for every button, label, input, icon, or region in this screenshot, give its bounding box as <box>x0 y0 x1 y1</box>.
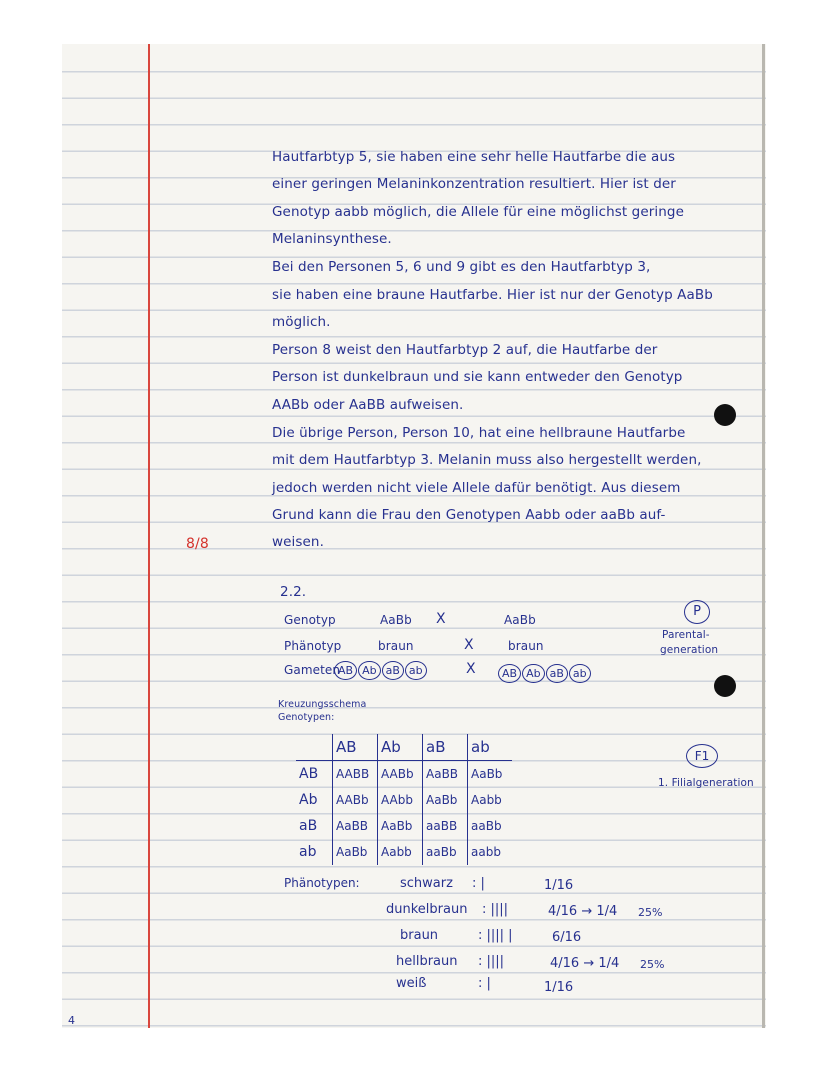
cross-symbol: X <box>466 661 476 677</box>
text-line: Person ist dunkelbraun und sie kann entweder den Genotyp <box>272 369 683 385</box>
margin-line <box>148 44 150 1028</box>
punnett-cell: aaBb <box>423 839 468 865</box>
cross-symbol: X <box>436 611 446 627</box>
filial-marker: F1 <box>686 744 718 768</box>
filial-label: 1. Filialgeneration <box>658 777 754 789</box>
punnett-cell: AAbb <box>378 787 423 813</box>
punnett-row <box>296 813 512 839</box>
punnett-row <box>296 839 512 865</box>
text-line: mit dem Hautfarbtyp 3. Melanin muss also hergestellt werden, <box>272 452 702 468</box>
genotypes-label: Genotypen: <box>278 712 335 723</box>
punnett-col-head: ab <box>468 734 513 761</box>
punnett-row-head: ab <box>299 844 317 860</box>
grade-mark: 8/8 <box>186 536 209 552</box>
phenotype-ratio: 1/16 <box>544 980 574 995</box>
gamete: ab <box>405 661 427 680</box>
punnett-cell: aabb <box>468 839 513 865</box>
cross-symbol: X <box>464 637 474 653</box>
punnett-cell: aaBB <box>423 813 468 839</box>
genotype-label: Genotyp <box>284 613 336 627</box>
text-line: weisen. <box>272 534 324 550</box>
text-line: Genotyp aabb möglich, die Allele für eine möglichst geringe <box>272 204 684 220</box>
punnett-cell: Aabb <box>378 839 423 865</box>
phenotype-percent: 25% <box>640 958 665 971</box>
phenotype-tally: : |||| | <box>478 928 513 943</box>
gametes-label: Gameten <box>284 663 341 677</box>
gamete: Ab <box>522 664 545 683</box>
punnett-row-head: aB <box>299 818 318 834</box>
phenotype-name: schwarz <box>400 876 453 891</box>
gametes-right <box>498 662 592 683</box>
punnett-col-head: Ab <box>378 734 423 761</box>
punnett-corner <box>296 734 333 761</box>
phenotype-name: weiß <box>396 976 427 991</box>
punnett-cell: Aabb <box>468 787 513 813</box>
scheme-label: Kreuzungsschema <box>278 699 367 710</box>
text-line: jedoch werden nicht viele Allele dafür benötigt. Aus diesem <box>272 480 681 496</box>
genotype-left: AaBb <box>380 613 412 627</box>
punnett-cell: AABb <box>378 761 423 788</box>
punnett-row <box>296 787 512 813</box>
phenotype-ratio: 1/16 <box>544 878 574 893</box>
text-line: Melaninsynthese. <box>272 231 392 247</box>
punnett-header-row <box>296 734 512 761</box>
phenotype-name: dunkelbraun <box>386 902 468 917</box>
gamete: aB <box>546 664 568 683</box>
punnett-cell: AaBB <box>423 761 468 788</box>
punnett-cell: aaBb <box>468 813 513 839</box>
punch-hole <box>714 404 736 426</box>
gametes-left <box>334 659 428 680</box>
punnett-cell: AaBb <box>468 761 513 788</box>
phenotype-tally: : | <box>478 976 491 991</box>
punnett-row <box>296 761 512 788</box>
punnett-cell: AABb <box>333 787 378 813</box>
phenotype-ratio: 4/16 → 1/4 <box>548 904 618 919</box>
gamete: aB <box>382 661 404 680</box>
text-line: Person 8 weist den Hautfarbtyp 2 auf, die Hautfarbe der <box>272 342 658 358</box>
gamete: Ab <box>358 661 381 680</box>
text-line: Bei den Personen 5, 6 und 9 gibt es den Hautfarbtyp 3, <box>272 259 651 275</box>
punnett-col-head: AB <box>333 734 378 761</box>
punnett-cell: AaBb <box>333 839 378 865</box>
page-edge <box>762 44 765 1028</box>
text-line: sie haben eine braune Hautfarbe. Hier ist nur der Genotyp AaBb <box>272 287 713 303</box>
punnett-row-head: Ab <box>299 792 318 808</box>
section-number: 2.2. <box>280 584 307 600</box>
gamete: ab <box>569 664 591 683</box>
phenotype-ratio: 4/16 → 1/4 <box>550 956 620 971</box>
gamete: AB <box>498 664 521 683</box>
phenotype-tally: : | <box>472 876 485 891</box>
phenotype-tally: : |||| <box>482 902 509 917</box>
punnett-cell: AABB <box>333 761 378 788</box>
punnett-cell: AaBb <box>423 787 468 813</box>
phenotype-label: Phänotyp <box>284 639 342 653</box>
punnett-square <box>296 734 512 865</box>
page-number: 4 <box>68 1014 76 1027</box>
phenotypes-label: Phänotypen: <box>284 876 360 890</box>
text-line: Die übrige Person, Person 10, hat eine hellbraune Hautfarbe <box>272 425 686 441</box>
notebook-page <box>62 44 766 1028</box>
phenotype-ratio: 6/16 <box>552 930 582 945</box>
text-line: AABb oder AaBB aufweisen. <box>272 397 464 413</box>
parental-label: Parental- <box>662 629 710 641</box>
punnett-col-head: aB <box>423 734 468 761</box>
text-line: Grund kann die Frau den Genotypen Aabb oder aaBb auf- <box>272 507 666 523</box>
punnett-cell: AaBB <box>333 813 378 839</box>
phenotype-tally: : |||| <box>478 954 505 969</box>
genotype-right: AaBb <box>504 613 536 627</box>
parental-marker: P <box>684 600 710 624</box>
punch-hole <box>714 675 736 697</box>
punnett-row-head: AB <box>299 766 319 782</box>
parental-label: generation <box>660 644 719 656</box>
gamete: AB <box>334 661 357 680</box>
text-line: Hautfarbtyp 5, sie haben eine sehr helle Hautfarbe die aus <box>272 149 676 165</box>
text-line: einer geringen Melaninkonzentration resultiert. Hier ist der <box>272 176 676 192</box>
phenotype-name: hellbraun <box>396 954 458 969</box>
phenotype-left: braun <box>378 639 414 653</box>
punnett-cell: AaBb <box>378 813 423 839</box>
phenotype-percent: 25% <box>638 906 663 919</box>
phenotype-name: braun <box>400 928 439 943</box>
text-line: möglich. <box>272 314 331 330</box>
phenotype-right: braun <box>508 639 544 653</box>
